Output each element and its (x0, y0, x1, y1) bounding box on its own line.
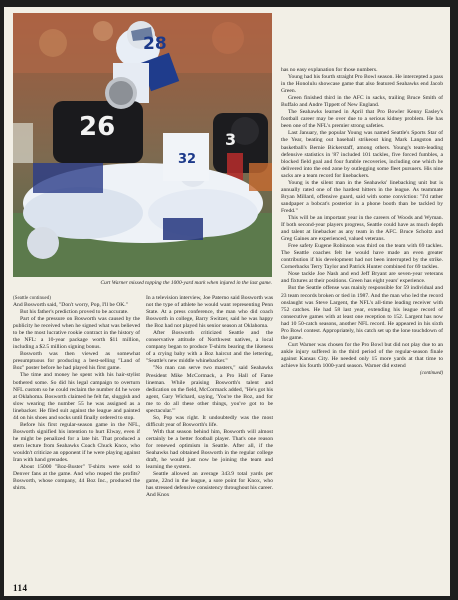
paragraph: Before his first regular-season game in the NFL, Bosworth signified his intention to hurt Elway, even if he might be penalized for a late hit. That produced a stern lecture from Seahawks Coach Chuck Knox, who wouldn't criticize an opponent if he were playing against Iran with hand grenades. (13, 421, 140, 464)
paragraph: has no easy explanation for those numbers. (281, 67, 378, 73)
paragraph: In a television interview, Joe Paterno said Bosworth was not the type of athlete he would want representing Penn State. At a press conference, the man who did coach Bosworth in college, Barry Switzer, said he was happy the Boz had not played his senior season at Oklahoma. (146, 295, 273, 330)
paragraph: After Bosworth criticized Seattle and the conservative attitude of Northwest natives, a local company began to produce T-shirts bearing the likeness of a crying baby with a Boz haircut and the lettering, "Seattle's new middle whinebacker." (146, 330, 273, 365)
paragraph: But the Seattle offense was mainly responsible for 59 individual and 23 team records broken or tied in 1987. And the man who led the record onslaught was Steve Largent, the NFL's all-time leading receiver with 752 catches. He had 58 last year, extending his league record of consecutive games with at least one reception to 152. Largent has now had 10 50-catch seasons, another NFL record. He appeared in his sixth Pro Bowl contest. Appropriately, his catch set up the lone touchdown of the game. (281, 285, 443, 341)
continued-tag: (Seattle continued) (13, 296, 51, 301)
paragraph: Nose tackle Joe Nash and end Jeff Bryant are seven-year veterans and fixtures at their positions. Green has eight years' experience. (281, 271, 443, 285)
paragraph: With that season behind him, Bosworth will almost certainly be a better football player. That's one reason for renewed optimism in Seattle. After all, if the Seahawks had obtained Bosworth in the regular college draft, he would just now be joining the team and learning the system. (146, 428, 273, 471)
paragraph: So, Pop was right. It undoubtedly was the most difficult year of Bosworth's life. (146, 414, 273, 428)
paragraph: And Bosworth said, "Don't worry, Pop, I'll be OK." (13, 302, 128, 308)
paragraph: The Seahawks learned in April that Pro Bowler Kenny Easley's football career may be over due to a serious kidney problem. He has been one of the NFL's premier strong safeties. (281, 109, 443, 130)
paragraph: Seattle allowed an average 343.9 total yards per game, 22nd in the league, a sore point for Knox, who has stressed defensive consistency throughout his career. And Knox (146, 471, 273, 499)
paragraph: The time and money he spent with his hair-stylist bothered some. So did his legal campaign to overturn NFL custom so he could reclaim the number 44 he wore at Oklahoma. Bosworth claimed he felt fat, sluggish and slow wearing the number 55 he was assigned as a linebacker. He filed suit against the league and painted 44 on his shoes and socks until finally ordered to stop. (13, 372, 140, 421)
football-scene-image (13, 13, 272, 277)
paragraph: Bosworth was then viewed as somewhat presumptuous for producing a best-selling "Land of Boz" poster before he had played his first game. (13, 351, 140, 372)
jersey-number-26: 26 (79, 112, 116, 142)
jersey-number-3: 3 (225, 130, 237, 149)
article-column-1 (13, 295, 140, 579)
paragraph: Part of the pressure on Bosworth was caused by the publicity he received when he signed what was believed to be the most lucrative rookie contract in the history of the NFL: a 10-year package worth $11 million, including a $2.5 million signing bonus. (13, 316, 140, 351)
jersey-number-32: 32 (178, 152, 197, 167)
paragraph: Young is the silent man in the Seahawks' linebacking unit but is annually rated one of the hardest hitters in the league. As teammate Bryan Millard, offensive guard, said with some conviction: "I'd rather sandpaper a bobcat's posterior in a phone booth than be tackled by Fredd." (281, 179, 443, 214)
football-photo (13, 13, 272, 277)
jersey-number-28: 28 (143, 34, 167, 54)
article-column-2 (146, 295, 273, 579)
paragraph: Green finished third in the AFC in sacks, trailing Bruce Smith of Buffalo and Andre Tippett of New England. (281, 95, 443, 109)
paragraph: About 15000 "Boz-Buster" T-shirts were sold to Denver fans at the game. And who reaped the profits? Bosworth, whose company, 44 Boz Inc., produced the shirts. (13, 464, 140, 492)
photo-caption: Curt Warner missed topping the 1000-yard mark when injured in the last game. (100, 280, 272, 286)
page-number: 114 (13, 583, 28, 593)
magazine-page (4, 7, 450, 596)
paragraph: "No man can serve two masters," said Seahawks President Mike McCormack, a Pro Hall of Fame lineman. While praising Bosworth's talent and dedication on the field, McCormack added, "He's got his agent, Gary Wichard, saying, 'You're the Boz, and for me to do all these other things, you've got to be spectacular.'" (146, 365, 273, 414)
paragraph: Free safety Eugene Robinson was third on the team with 69 tackles. The Seattle coaches felt he would have made an even greater contribution if his development had not been interrupted by the strike. Cornerbacks Terry Taylor and Patrick Hunter combined for 69 tackles. (281, 243, 443, 271)
paragraph: Young had his fourth straight Pro Bowl season. He intercepted a pass in the Honolulu showcase game that also featured Seahawks end Jacob Green. (281, 74, 443, 95)
paragraph: Curt Warner was chosen for the Pro Bowl but did not play due to an ankle injury suffered in the third period of the regular-season finale against Kansas City. He needed only 15 more yards at that time to achieve his fourth 1000-yard season. Warner did extend (281, 341, 443, 369)
article-column-3 (281, 67, 443, 573)
paragraph: But his father's prediction proved to be accurate. (20, 309, 129, 316)
paragraph: Last January, the popular Young was named Seattle's Sports Star of the Year, beating out baseball strikeout king Mark Langston and basketball's Bernie Bickerstaff, among others. Young's team-leading defensive statistics in '87 included 101 tackles, five forced fumbles, a blocked field goal and four fumble recoveries, including one which he delivered into the end zone by outlegging some fleet pursuers. His nine sacks are a team record for linebackers. (281, 130, 443, 179)
paragraph: This will be an important year in the careers of Woods and Wyman. If both second-year players progress, Seattle could have as much depth and talent at linebacker as any team in the AFC. Bruce Scholtz and Greg Gaines are experienced, valued veterans. (281, 214, 443, 243)
continued-label: (continued) (419, 371, 443, 377)
